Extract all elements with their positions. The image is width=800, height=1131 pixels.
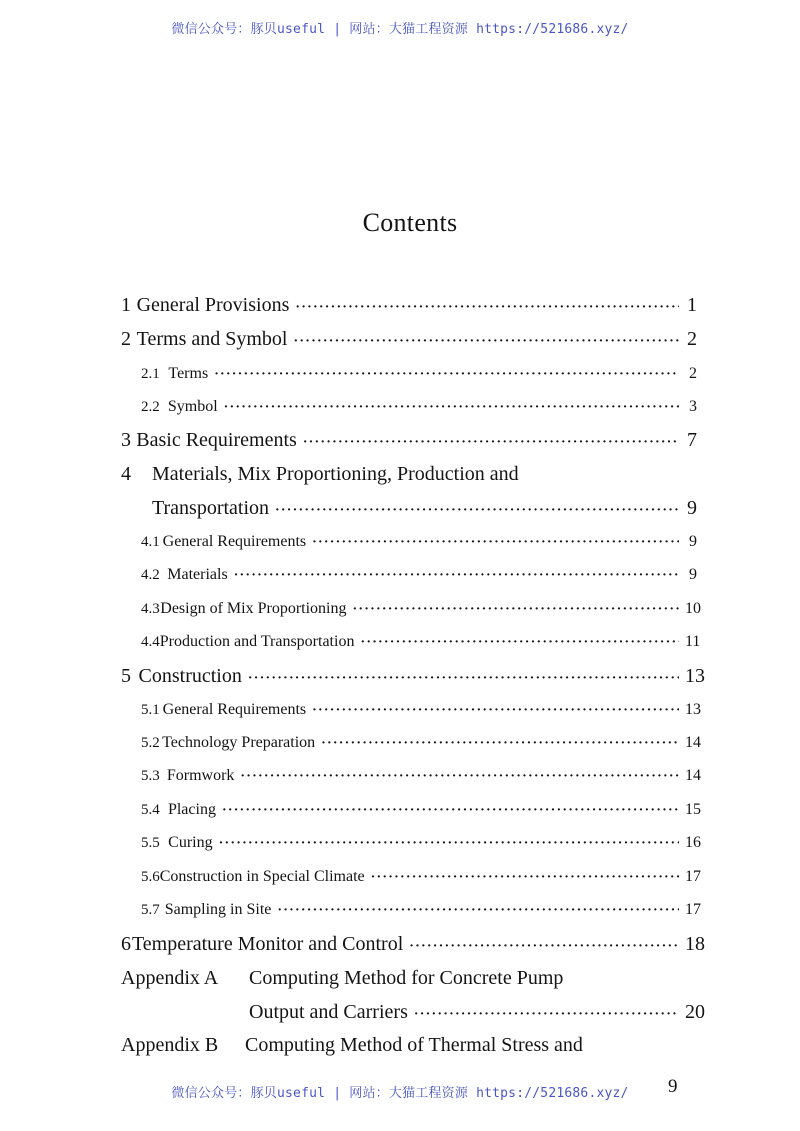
toc-leader-dots [321,736,679,752]
toc-title: General Requirements [162,701,307,718]
toc-number: 5 [121,665,131,687]
toc-leader-dots [275,503,679,519]
toc-entry-4-3[interactable] [141,600,701,618]
toc-number: 5.2 [141,735,160,751]
toc-page: 16 [685,834,701,851]
toc-entry-5-4[interactable] [141,801,701,819]
toc-page: 13 [685,665,705,687]
toc-entry-5-6[interactable] [141,868,701,886]
toc-page: 1 [687,294,697,316]
watermark-bottom: 微信公众号：豚贝useful | 网站：大猫工程资源 https://521686.xyz/ [171,1086,629,1101]
toc-title: Sampling in Site [164,901,272,918]
toc-title: Curing [168,834,213,851]
toc-leader-dots [360,635,679,651]
toc-number: 2 [121,328,131,350]
toc-leader-dots [312,703,679,719]
toc-leader-dots [293,334,679,350]
toc-entry-4-4[interactable] [141,633,701,651]
toc-number: 6 [121,933,131,955]
toc-number: 5.1 [141,702,160,718]
toc-page: 15 [685,801,701,818]
toc-leader-dots [371,870,679,886]
toc-entry-5-7[interactable] [141,901,701,919]
toc-page: 14 [685,734,701,751]
toc-number: 4.2 [141,567,160,583]
toc-entry-6[interactable] [121,933,705,956]
toc-leader-dots [409,939,679,955]
toc-page: 9 [687,497,697,519]
watermark-top: 微信公众号：豚贝useful | 网站：大猫工程资源 https://521686.xyz/ [171,22,629,37]
toc-number: 4.3 [141,601,160,617]
toc-leader-dots [312,535,679,551]
toc-entry-appendix-a-cont[interactable] [249,1001,705,1024]
toc-number: Appendix A [121,967,219,989]
toc-entry-2[interactable] [121,328,697,351]
toc-page: 20 [685,1001,705,1023]
toc-number: 1 [121,294,131,316]
toc-title: Symbol [167,398,218,415]
toc-page: 13 [685,701,701,718]
toc-leader-dots [224,400,679,416]
toc-number: 5.7 [141,902,160,918]
toc-leader-dots [214,367,679,383]
toc-entry-5-2[interactable] [141,734,701,752]
toc-entry-5[interactable] [121,665,705,688]
toc-entry-4-2[interactable] [141,566,697,584]
toc-page: 2 [689,365,697,382]
toc-entry-5-3[interactable] [141,767,701,785]
toc-title: Output and Carriers [249,1001,408,1023]
toc-leader-dots [222,803,679,819]
toc-page: 2 [687,328,697,350]
toc-entry-4[interactable] [121,463,697,486]
toc-entry-4-1[interactable] [141,533,697,551]
toc-page: 10 [685,600,701,617]
toc-title: Computing Method for Concrete Pump [249,967,564,989]
toc-title: Materials, Mix Proportioning, Production and [152,463,519,485]
toc-title: Temperature Monitor and Control [131,933,404,955]
toc-page: 11 [685,633,701,650]
toc-title: Computing Method of Thermal Stress and [245,1034,583,1056]
toc-title: Formwork [166,767,235,784]
toc-title: Technology Preparation [162,734,316,751]
toc-number: 2.1 [141,366,160,382]
page-number: 9 [668,1076,678,1097]
toc-leader-dots [414,1007,679,1023]
toc-entry-appendix-b[interactable] [121,1034,697,1057]
toc-title: Construction [138,665,242,687]
toc-title: Terms and Symbol [136,328,288,350]
toc-number: Appendix B [121,1034,219,1056]
toc-leader-dots [303,435,679,451]
toc-entry-5-5[interactable] [141,834,701,852]
toc-entry-appendix-a[interactable] [121,967,697,990]
toc-entry-3[interactable] [121,429,697,452]
toc-title: Construction in Special Climate [159,868,365,885]
toc-entry-4-cont[interactable] [152,497,697,520]
toc-title: Transportation [152,497,270,519]
toc-number: 5.4 [141,802,160,818]
toc-title: General Provisions [136,294,290,316]
toc-number: 5.6 [141,869,160,885]
toc-number: 2.2 [141,399,160,415]
toc-title: Design of Mix Proportioning [160,600,347,617]
toc-leader-dots [234,568,679,584]
toc-title: General Requirements [162,533,307,550]
toc-title: Basic Requirements [136,429,297,451]
toc-title: Materials [167,566,228,583]
toc-title: Placing [167,801,216,818]
toc-leader-dots [352,602,679,618]
toc-number: 4 [121,463,131,485]
page-title: Contents [362,208,458,237]
toc-leader-dots [240,769,679,785]
toc-page: 14 [685,767,701,784]
toc-leader-dots [277,903,679,919]
toc-leader-dots [248,671,679,687]
toc-number: 3 [121,429,131,451]
toc-page: 9 [689,533,697,550]
toc-title: Production and Transportation [159,633,355,650]
toc-page: 17 [685,901,701,918]
toc-page: 3 [689,398,697,415]
toc-page: 17 [685,868,701,885]
toc-entry-2-1[interactable] [141,365,697,383]
toc-page: 18 [685,933,705,955]
toc-number: 5.5 [141,835,160,851]
toc-leader-dots [295,300,679,316]
toc-page: 7 [687,429,697,451]
toc-entry-2-2[interactable] [141,398,697,416]
toc-leader-dots [219,836,679,852]
toc-page: 9 [689,566,697,583]
toc-number: 4.1 [141,534,160,550]
toc-title: Terms [168,365,209,382]
toc-entry-5-1[interactable] [141,701,701,719]
toc-entry-1[interactable] [121,294,697,317]
toc-number: 5.3 [141,768,160,784]
toc-number: 4.4 [141,634,160,650]
